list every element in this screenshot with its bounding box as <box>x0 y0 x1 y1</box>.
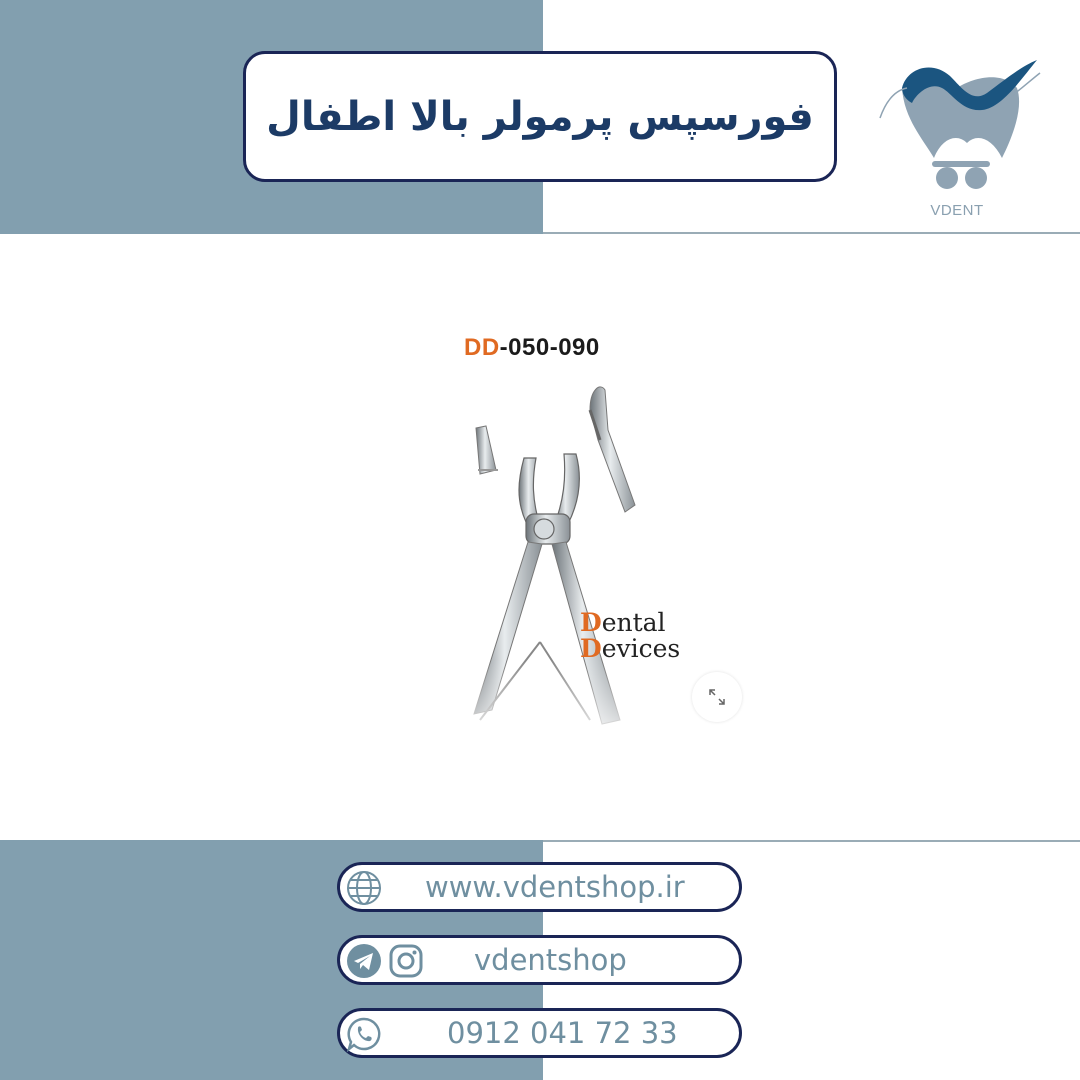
brand-logo <box>580 610 680 662</box>
product-code-number: -050-090 <box>499 334 600 361</box>
brand-line-1-text: ental <box>601 608 666 637</box>
title-box <box>243 51 837 182</box>
vdent-logo <box>872 48 1042 228</box>
phone-text[interactable]: 0912 041 72 33 <box>447 1016 678 1050</box>
website-text[interactable]: www.vdentshop.ir <box>425 870 685 904</box>
product-image <box>440 330 760 750</box>
social-pill[interactable] <box>337 935 742 985</box>
expand-icon <box>708 688 726 706</box>
globe-icon <box>346 870 382 906</box>
brand-line-2: Devices <box>580 634 681 663</box>
social-handle-text[interactable]: vdentshop <box>474 943 627 977</box>
zoom-button[interactable] <box>692 672 742 722</box>
brand-line-1: Dental <box>580 608 666 637</box>
whatsapp-icon <box>346 1016 382 1052</box>
logo-text: VDENT <box>930 202 984 219</box>
page-title: فورسپس پرمولر بالا اطفال <box>266 93 814 140</box>
product-code-prefix: DD <box>464 334 500 361</box>
telegram-icon <box>346 943 382 979</box>
tooth-logo-icon <box>872 48 1042 198</box>
phone-pill[interactable] <box>337 1008 742 1058</box>
brand-line-2-text: evices <box>601 634 681 663</box>
website-pill[interactable] <box>337 862 742 912</box>
instagram-icon <box>388 943 424 979</box>
